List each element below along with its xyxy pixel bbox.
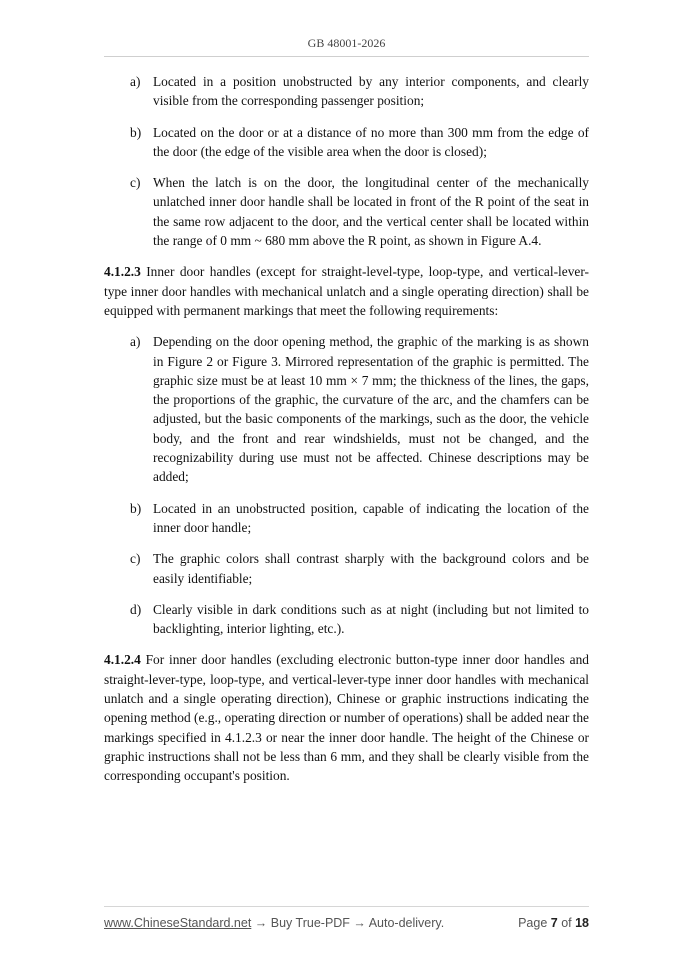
list-item-text: Located on the door or at a distance of no more than 300 mm from the edge of the door (the edge of the visible area when the door is closed); <box>153 124 589 159</box>
list-item <box>104 123 589 162</box>
header-rule <box>104 56 589 57</box>
of-word: of <box>557 916 576 930</box>
footer-promo <box>104 916 444 930</box>
page-number: 7 <box>550 916 558 930</box>
header-doc-code: GB 48001-2026 <box>307 36 386 50</box>
list-marker: c) <box>130 551 141 567</box>
promo-text: → Buy True-PDF → Auto-delivery. <box>251 916 445 930</box>
list-item <box>104 72 589 111</box>
list-item <box>104 600 589 639</box>
clause-4-1-2-3 <box>104 262 589 320</box>
list-item <box>104 173 589 250</box>
list-marker: c) <box>130 175 141 191</box>
list-item <box>104 549 589 588</box>
list-item-text: Clearly visible in dark conditions such as at night (including but not limited to backlighting, interior lighting, etc.). <box>153 601 589 637</box>
page-indicator <box>518 916 589 930</box>
list-marker: b) <box>130 124 142 140</box>
site-link[interactable]: www.ChineseStandard.net <box>104 916 252 930</box>
list-marker: a) <box>130 334 141 350</box>
clause-text: Inner door handles (except for straight-level-type, loop-type, and vertical-lever-type inner door handles with mechanical unlatch and a single operating direction) shall be equipped with permanent markings that meet the following requirements: <box>104 264 589 318</box>
list-item <box>104 332 589 486</box>
clause-text: For inner door handles (excluding electronic button-type inner door handles and straight-lever-type, loop-type, and vertical-lever-type inner door handles with mechanical unlatch and a single operating direction), Chinese or graphic instructions indicating the opening method (e.g., operating direction or number of operations) shall be added near the markings specified in 4.1.2.3 or near the inner door handle. The height of the Chinese or graphic instructions shall not be less than 6 mm, and they shall be clearly visible from the corresponding occupant's position. <box>104 652 589 784</box>
list-marker: b) <box>130 500 142 516</box>
page-word: Page <box>518 916 551 930</box>
list-marker: a) <box>130 74 141 89</box>
list-item-text: Depending on the door opening method, the graphic of the marking is as shown in Figure 2 or Figure 3. Mirrored representation of the graphic is permitted. The graphic size must be at least 10 mm × 7 mm; the thickness of the lines, the gaps, the proportions of the graphic, the curvature of the arc, and the chamfers can be adjusted, but the basic components of the markings, such as the door, the vehicle body, and the front and rear windshields, must not be changed, and the recognizability during use must not be affected. Chinese descriptions may be added; <box>153 334 589 485</box>
body-text <box>104 72 589 798</box>
clause-number: 4.1.2.4 <box>104 652 141 668</box>
list-marker: d) <box>130 601 142 617</box>
clause-4-1-2-4 <box>104 650 589 785</box>
footer-rule <box>104 906 589 907</box>
list-item <box>104 499 589 538</box>
list-item-text: When the latch is on the door, the longitudinal center of the mechanically unlatched inner door handle shall be located in front of the R point of the seat in the same row adjacent to the door, and the vertical center shall be located within the range of 0 mm ~ 680 mm above the R point, as shown in Figure A.4. <box>153 175 589 249</box>
list-item-text: Located in an unobstructed position, capable of indicating the location of the inner door handle; <box>153 500 589 535</box>
list-item-text: The graphic colors shall contrast sharply with the background colors and be easily identifiable; <box>153 551 589 586</box>
page-total: 18 <box>575 916 589 930</box>
list-item-text: Located in a position unobstructed by any interior components, and clearly visible from the corresponding passenger position; <box>153 74 589 109</box>
clause-number: 4.1.2.3 <box>104 264 141 280</box>
